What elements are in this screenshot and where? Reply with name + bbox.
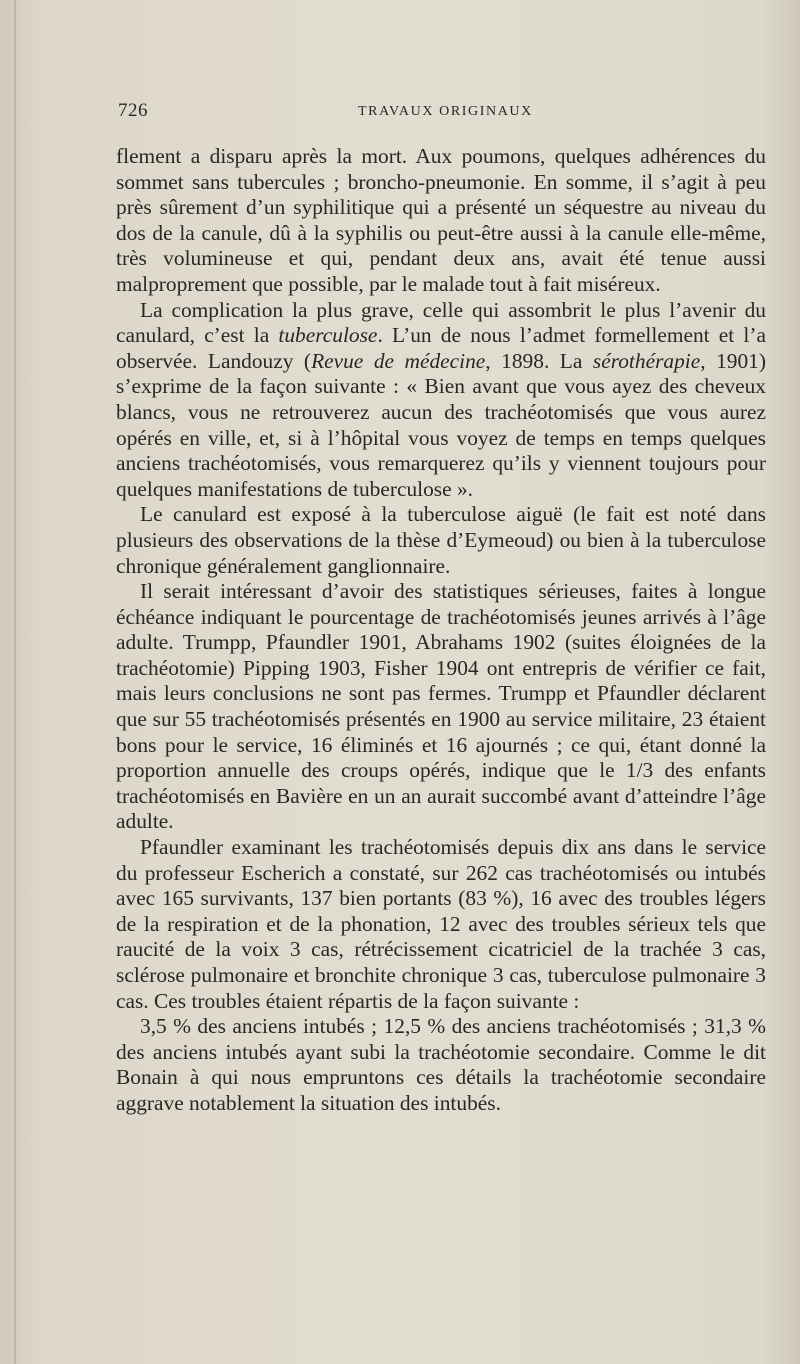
running-head: TRAVAUX ORIGINAUX: [358, 104, 533, 119]
paragraph-6: 3,5 % des anciens intubés ; 12,5 % des anciens trachéotomisés ; 31,3 % des anciens intubés ayant subi la trachéotomie secondaire. Comme le dit Bonain à qui nous empruntons ces détails la trachéotomie secondaire aggrave notablement la situation des intubés.: [116, 1014, 766, 1115]
paragraph-5: Pfaundler examinant les trachéotomisés depuis dix ans dans le service du professeur Escherich a constaté, sur 262 cas trachéotomisés ou intubés avec 165 survivants, 137 bien portants (83 %), 16 avec des troubles légers de la respiration et de la phonation, 12 avec des troubles sérieux tels que raucité de la voix 3 cas, rétrécissement cicatriciel de la trachée 3 cas, sclérose pulmonaire et bronchite chronique 3 cas, tuberculose pulmonaire 3 cas. Ces troubles étaient répartis de la façon suivante :: [116, 835, 766, 1013]
page-header: [118, 100, 764, 128]
page-number: 726: [118, 100, 148, 121]
paragraph-1: flement a disparu après la mort. Aux poumons, quelques adhérences du sommet sans tubercules ; broncho-pneumonie. En somme, il s’agit à peu près sûrement d’un syphilitique qui a présenté un séquestre au niveau du dos de la canule, dû à la syphilis ou peut-être aussi à la canule elle-même, très volumineuse et qui, pendant deux ans, avait été tenue aussi malproprement que possible, par le malade tout à fait miséreux.: [116, 144, 766, 296]
paragraph-4: Il serait intéressant d’avoir des statistiques sérieuses, faites à longue échéance indiquant le pourcentage de trachéotomisés jeunes arrivés à l’âge adulte. Trumpp, Pfaundler 1901, Abrahams 1902 (suites éloignées de la trachéotomie) Pipping 1903, Fisher 1904 ont entrepris de vérifier ce fait, mais leurs conclusions ne sont pas fermes. Trumpp et Pfaundler déclarent que sur 55 trachéotomisés présentés en 1900 au service militaire, 23 étaient bons pour le service, 16 éliminés et 16 ajournés ; ce qui, étant donné la proportion annuelle des croups opérés, indique que le 1/3 des enfants trachéotomisés en Bavière en un an aurait succombé avant d’atteindre l’âge adulte.: [116, 579, 766, 834]
body-text: [116, 144, 766, 1117]
italic-term: tuberculose: [278, 323, 378, 348]
paragraph-2: La complication la plus grave, celle qui assombrit le plus l’avenir du canulard, c’est la tuberculose. L’un de nous l’admet formellement et l’a observée. Landouzy (Revue de médecine, 1898. La sérothérapie, 1901) s’exprime de la façon suivante : « Bien avant que vous ayez des cheveux blancs, vous ne retrouverez aucun des trachéotomisés que vous aurez opérés en ville, et, si à l’hôpital vous voyez de temps en temps quelques anciens trachéotomisés, vous remarquerez qu’ils y viennent toujours pour quelques manifestations de tuberculose ».: [116, 297, 767, 501]
book-title: sérothérapie: [592, 348, 701, 373]
paragraph-3: Le canulard est exposé à la tuberculose aiguë (le fait est noté dans plusieurs des observations de la thèse d’Eymeoud) ou bien à la tuberculose chronique généralement ganglionnaire.: [116, 502, 766, 578]
journal-title: Revue de médecine: [311, 348, 486, 373]
